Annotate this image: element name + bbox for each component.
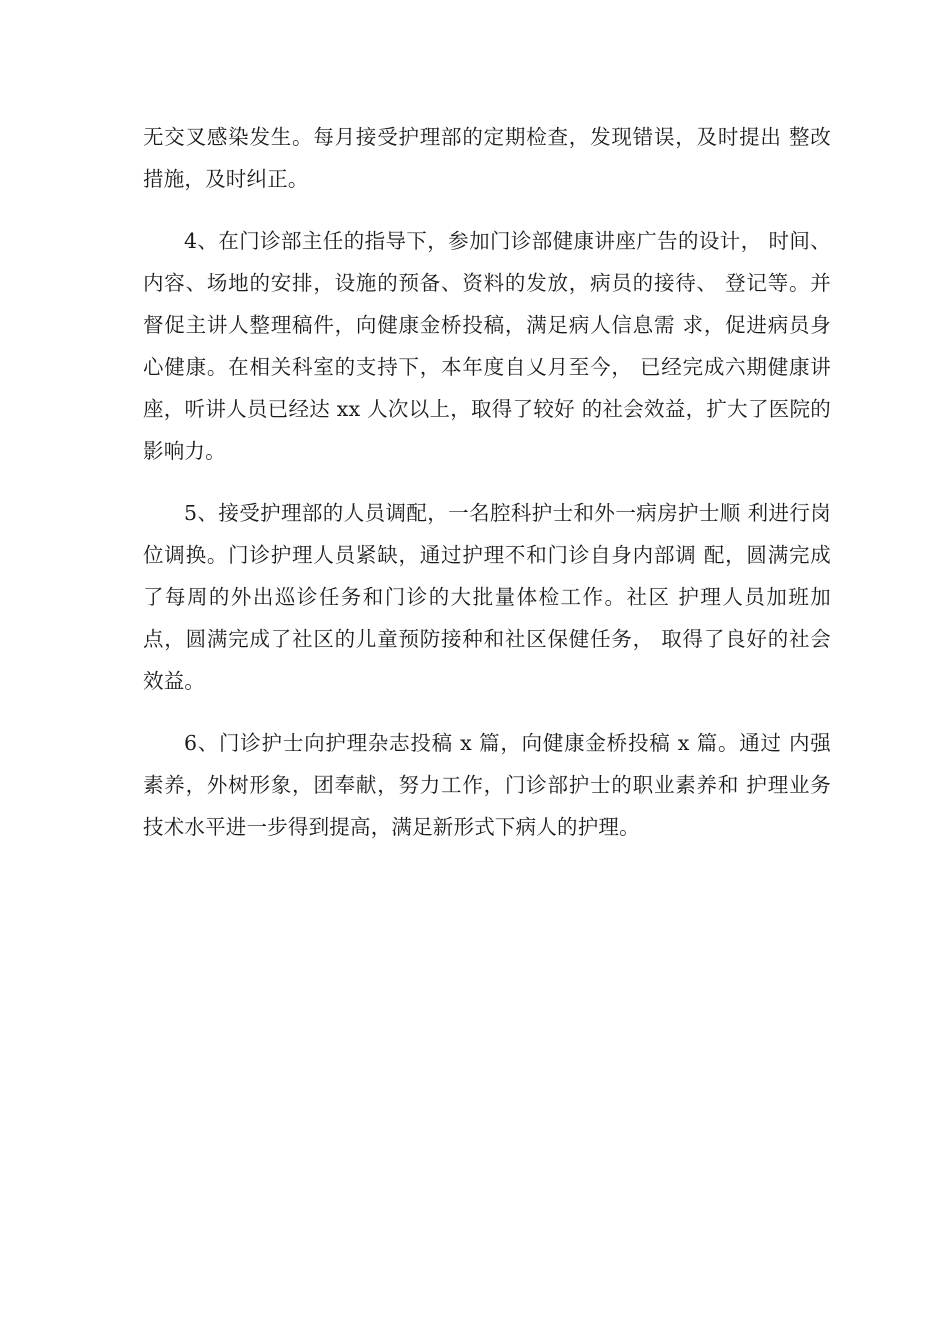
paragraph-item-6: 6、门诊护士向护理杂志投稿 x 篇，向健康金桥投稿 x 篇。通过 内强素养，外树形象，团奉献，努力工作，门诊部护士的职业素养和 护理业务技术水平进一步得到提高，满足新形式下病人的护理。 (143, 731, 831, 839)
paragraph-item-4: 4、在门诊部主任的指导下，参加门诊部健康讲座广告的设计， 时间、内容、场地的安排，设施的预备、资料的发放，病员的接待、 登记等。并督促主讲人整理稿件，向健康金桥投稿，满足病人信息需 求，促进病员身心健康。在相关科室的支持下，本年度自乂月至今， 已经完成六期健康讲座，听讲人员已经达 xx 人次以上，取得了较好 的社会效益，扩大了医院的影响力。 (143, 229, 831, 463)
paragraph-continuation: 无交叉感染发生。每月接受护理部的定期检查，发现错误，及时提出 整改措施，及时纠正。 (143, 125, 831, 191)
document-body (143, 116, 831, 868)
paragraph-item-5: 5、接受护理部的人员调配，一名腔科护士和外一病房护士顺 利进行岗位调换。门诊护理人员紧缺，通过护理不和门诊自身内部调 配，圆满完成了每周的外出巡诊任务和门诊的大批量体检工作。社区 护理人员加班加点，圆满完成了社区的儿童预防接种和社区保健任务， 取得了良好的社会效益。 (143, 501, 831, 693)
